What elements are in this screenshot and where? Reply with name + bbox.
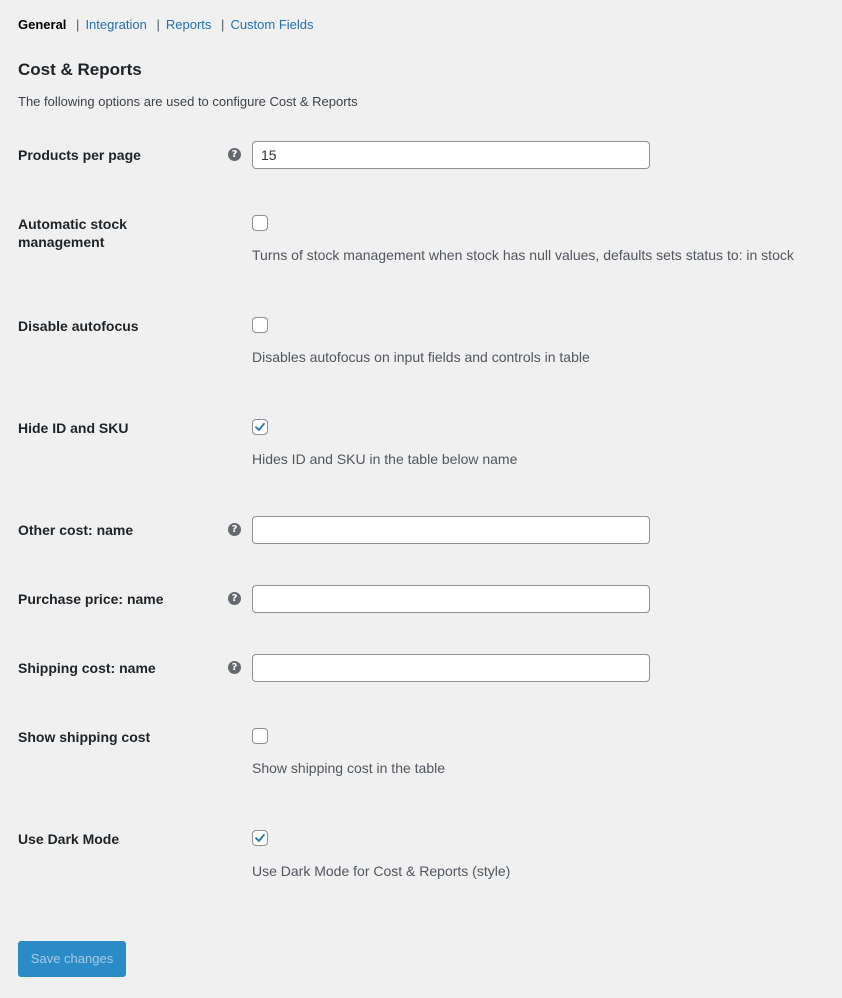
help-icon[interactable]: ? xyxy=(228,523,241,536)
disable-autofocus-label: Disable autofocus xyxy=(18,318,139,334)
subnav-link-custom-fields[interactable]: Custom Fields xyxy=(230,17,314,32)
help-icon[interactable]: ? xyxy=(228,661,241,674)
subnav-link-reports[interactable]: Reports xyxy=(165,17,212,32)
auto-stock-checkbox[interactable] xyxy=(252,215,268,231)
products-per-page-input[interactable] xyxy=(252,141,650,169)
show-shipping-cost-label: Show shipping cost xyxy=(18,729,151,745)
auto-stock-label: Automatic stock management xyxy=(18,216,127,250)
subnav-current-general: General xyxy=(18,17,67,32)
save-changes-button[interactable]: Save changes xyxy=(18,941,126,977)
dark-mode-label: Use Dark Mode xyxy=(18,831,120,847)
other-cost-name-label: Other cost: name xyxy=(18,522,134,538)
products-per-page-label: Products per page xyxy=(18,147,141,163)
subnav-separator: | xyxy=(221,17,225,32)
auto-stock-description: Turns of stock management when stock has null values, defaults sets status to: in stock xyxy=(252,247,794,263)
dark-mode-description: Use Dark Mode for Cost & Reports (style) xyxy=(252,863,511,879)
section-description: The following options are used to configure Cost & Reports xyxy=(18,94,358,109)
subnav-link-integration[interactable]: Integration xyxy=(85,17,147,32)
section-title: Cost & Reports xyxy=(18,60,142,79)
subnav-separator: | xyxy=(76,17,80,32)
checkmark-icon xyxy=(253,831,267,845)
shipping-cost-name-label: Shipping cost: name xyxy=(18,660,156,676)
hide-id-sku-checkbox[interactable] xyxy=(252,419,268,435)
show-shipping-cost-checkbox[interactable] xyxy=(252,728,268,744)
help-icon[interactable]: ? xyxy=(228,148,241,161)
subnav-separator: | xyxy=(156,17,160,32)
show-shipping-cost-description: Show shipping cost in the table xyxy=(252,760,446,776)
checkmark-icon xyxy=(253,420,267,434)
disable-autofocus-checkbox[interactable] xyxy=(252,317,268,333)
purchase-price-name-input[interactable] xyxy=(252,585,650,613)
hide-id-sku-label: Hide ID and SKU xyxy=(18,420,129,436)
disable-autofocus-description: Disables autofocus on input fields and controls in table xyxy=(252,349,590,365)
help-icon[interactable]: ? xyxy=(228,592,241,605)
purchase-price-name-label: Purchase price: name xyxy=(18,591,164,607)
settings-subnav xyxy=(18,16,314,34)
dark-mode-checkbox[interactable] xyxy=(252,830,268,846)
other-cost-name-input[interactable] xyxy=(252,516,650,544)
hide-id-sku-description: Hides ID and SKU in the table below name xyxy=(252,451,518,467)
shipping-cost-name-input[interactable] xyxy=(252,654,650,682)
